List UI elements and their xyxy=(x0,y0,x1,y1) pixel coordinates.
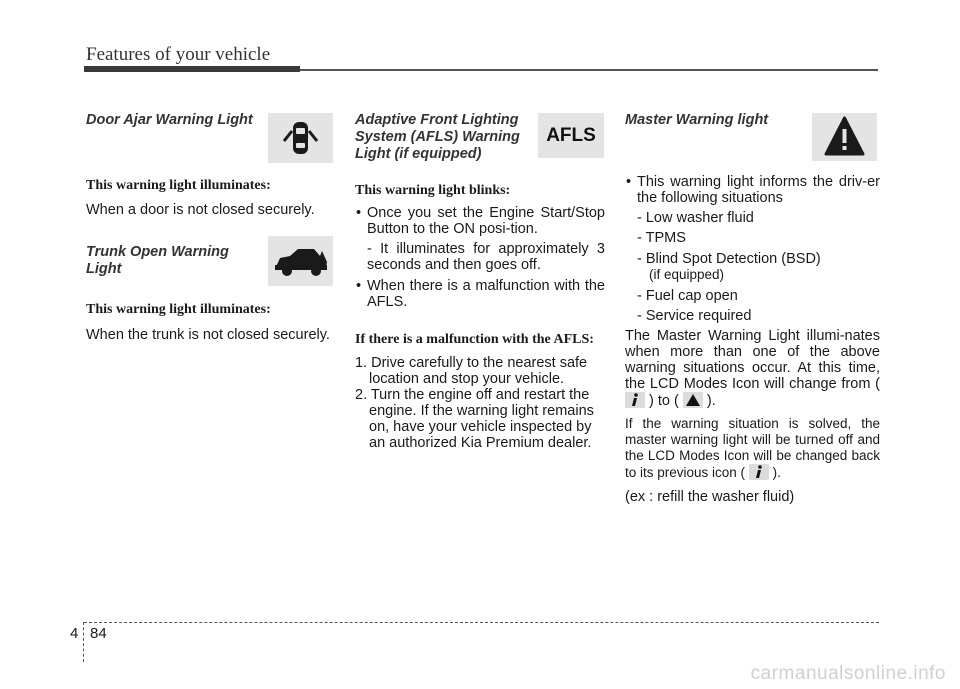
item-bsd-note: (if equipped) xyxy=(649,267,725,282)
door-ajar-heading: Door Ajar Warning Light xyxy=(86,112,253,128)
info-exclamation-icon-2 xyxy=(749,464,769,480)
header-title: Features of your vehicle xyxy=(86,44,271,65)
header-bar xyxy=(84,66,300,72)
master-warning-triangle-icon xyxy=(812,113,877,161)
door-ajar-icon xyxy=(268,113,333,163)
afls-heading: Adaptive Front Lighting System (AFLS) Warning Light (if equipped) xyxy=(355,112,520,162)
afls-bullet-engine-on: • Once you set the Engine Start/Stop Button to the ON posi-tion. xyxy=(355,205,605,237)
afls-icon xyxy=(538,113,604,158)
footer-rule xyxy=(84,622,879,623)
door-ajar-text: When a door is not closed securely. xyxy=(86,202,315,218)
afls-subheading-malfunction: If there is a malfunction with the AFLS: xyxy=(355,332,594,347)
item-service-required: - Service required xyxy=(637,308,752,324)
page-number: 84 xyxy=(90,625,107,642)
column-master-warning xyxy=(625,112,880,506)
item-tpms: - TPMS xyxy=(637,230,686,246)
info-exclamation-icon xyxy=(625,392,645,408)
master-warning-heading: Master Warning light xyxy=(625,112,769,128)
afls-step-1: 1. Drive carefully to the nearest safe location and stop your vehicle. xyxy=(355,355,588,387)
master-warning-example: (ex : refill the washer fluid) xyxy=(625,489,795,505)
trunk-open-text: When the trunk is not closed securely. xyxy=(86,327,330,343)
item-low-washer-fluid: - Low washer fluid xyxy=(637,210,754,226)
master-warning-paragraph-2: If the warning situation is solved, the master warning light will be turned off and the LCD Modes Icon will be changed back to its previous icon ( ). xyxy=(625,416,880,480)
column-afls xyxy=(355,112,605,451)
door-ajar-subheading: This warning light illuminates: xyxy=(86,178,271,193)
master-warning-paragraph-1: The Master Warning Light illumi-nates when more than one of the above warning situations occur. At this time, the LCD Modes Icon will change from ( ) to ( ). xyxy=(625,328,880,409)
watermark: carmanualsonline.info xyxy=(750,663,946,684)
trunk-open-subheading: This warning light illuminates: xyxy=(86,302,271,317)
item-bsd: - Blind Spot Detection (BSD) xyxy=(637,251,821,267)
section-number: 4 xyxy=(70,625,79,642)
afls-subheading-blinks: This warning light blinks: xyxy=(355,183,511,198)
header-rule xyxy=(300,69,878,71)
afls-step-2: 2. Turn the engine off and restart the engine. If the warning light remains on, have your vehicle inspected by an authorized Kia Premium dealer. xyxy=(355,387,594,451)
item-fuel-cap-open: - Fuel cap open xyxy=(637,288,738,304)
warning-triangle-small-icon xyxy=(683,392,703,408)
afls-bullet-malfunction: • When there is a malfunction with the AFLS. xyxy=(355,278,605,310)
master-warning-bullet: • This warning light informs the driv-er the following situations xyxy=(625,174,880,206)
afls-bullet-dash: - It illuminates for approximately 3 seconds and then goes off. xyxy=(367,241,605,273)
trunk-open-heading: Trunk Open Warning Light xyxy=(86,244,229,277)
afls-icon-label: AFLS xyxy=(546,124,596,146)
footer-divider xyxy=(83,622,84,662)
trunk-open-icon xyxy=(268,236,333,286)
